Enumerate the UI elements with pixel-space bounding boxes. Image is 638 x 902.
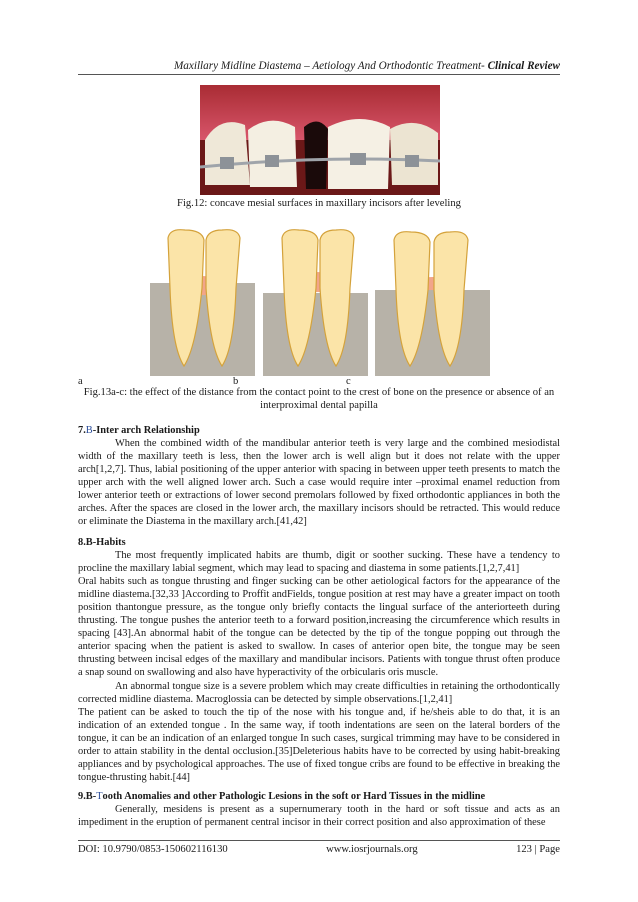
section-8-paragraph-3: An abnormal tongue size is a severe problem which may create difficulties in retaining the orthodontically corrected midline diastema. Macroglossia can be detected by simple observations.[1,2,41] [78, 680, 560, 705]
footer-page-number: 123 | Page [516, 844, 560, 855]
diagram-panel-a [150, 230, 255, 376]
section-8-paragraph-4: The patient can be asked to touch the tip of the nose with his tongue and, if he/sheis able to do that, it is an indication of an extended tongue . In the same way, if tooth indentations are seen on the lateral borders of the tongue, it can be an indication of an enlarged tongue In such cases, surgical trimming may have to be considered in order to attain stability in the dental occlusion.[35]Deleterious habits have to be corrected by using habit-breaking appliances and by psychological approaches. The use of fixed tongue cribs are found to be effective in breaking the tongue-thrusting habit.[44] [78, 706, 560, 783]
section-9-paragraph: Generally, mesidens is present as a supernumerary tooth in the hard or soft tissue and acts as an impediment in the eruption of permanent central incisor in their correct position and also approximation of these [78, 804, 560, 829]
section-8-heading: 8.B-Habits [78, 537, 126, 548]
section-7-paragraph: When the combined width of the mandibular anterior teeth is very large and the combined mesiodistal width of the maxillary teeth is less, then the lower arch is well align but it does not relate with the upper arch[1,2,7]. Thus, labial positioning of the upper anterior with spacing in between upper teeth presents to match the upper arch with the well aligned lower arch. Such a case would require inter –proximal enamel reduction from lower anterior teeth or extractions of lower second premolars followed by fixed orthodontic appliances in both the arches. After the spaces are closed in the lower arch, the maxillary incisors should be retracted. This would reduce or eliminate the Diastema in the maxillary arch.[41,42] [78, 438, 560, 528]
diagram-panel-b [263, 230, 368, 376]
section-8-paragraph-1: The most frequently implicated habits are thumb, digit or soother sucking. These have a tendency to procline the maxillary labial segment, which may lead to spacing and diastema in some patients.[1,2,7,41] [78, 550, 560, 575]
section-9 [78, 790, 560, 829]
clinical-photo-braces [200, 85, 440, 195]
figure-label-a: a [78, 376, 83, 387]
papilla-diagram [150, 228, 490, 376]
diagram-panel-c [375, 232, 490, 376]
figure-13-caption-line2: interproximal dental papilla [260, 400, 378, 411]
footer-doi: DOI: 10.9790/0853-150602116130 [78, 844, 228, 855]
figure-label-b: b [233, 376, 239, 387]
figure-13-caption-line1: Fig.13a-c: the effect of the distance from the contact point to the crest of bone on the presence or absence of an [83, 387, 555, 398]
header-title-bold: Clinical Review [487, 60, 560, 72]
running-header [78, 60, 560, 75]
figure-13-caption [78, 386, 560, 412]
section-7 [78, 424, 560, 528]
page-footer [78, 840, 560, 855]
figure-12-caption: Fig.12: concave mesial surfaces in maxillary incisors after leveling [177, 198, 461, 209]
header-title: Maxillary Midline Diastema – Aetiology And Orthodontic Treatment- [173, 60, 488, 72]
section-9-heading: 9.B-Tooth Anomalies and other Pathologic Lesions in the soft or Hard Tissues in the midline [78, 791, 486, 802]
section-7-heading: 7.B-Inter arch Relationship [78, 425, 200, 436]
section-8-paragraph-2: Oral habits such as tongue thrusting and finger sucking can be other aetiological factors for the appearance of the midline diastema.[32,33 ]According to Proffit andFields, tongue position at rest may have a greater impact on tooth position thantongue pressure, as the tongue only briefly contacts the lingual surface of the anteriorteeth during thrusting. The tongue pushes the anterior teeth to a forward position,increasing the circumference which results in spacing [43].An abnormal habit of the tongue can be detected by the tip of the tongue popping out through the anterior spacing when the patient is asked to swallow. In cases of anterior open bite, the tongue may be seen thrusting between incisal edges of the maxillary and mandibular incisors. Patients with tongue thrust often produce a snap sound on swallowing and also have hyperactivity of the orbicularis oris muscle. [78, 576, 560, 679]
footer-website[interactable]: www.iosrjournals.org [326, 844, 418, 855]
section-8 [78, 536, 560, 784]
figure-label-c: c [346, 376, 351, 387]
